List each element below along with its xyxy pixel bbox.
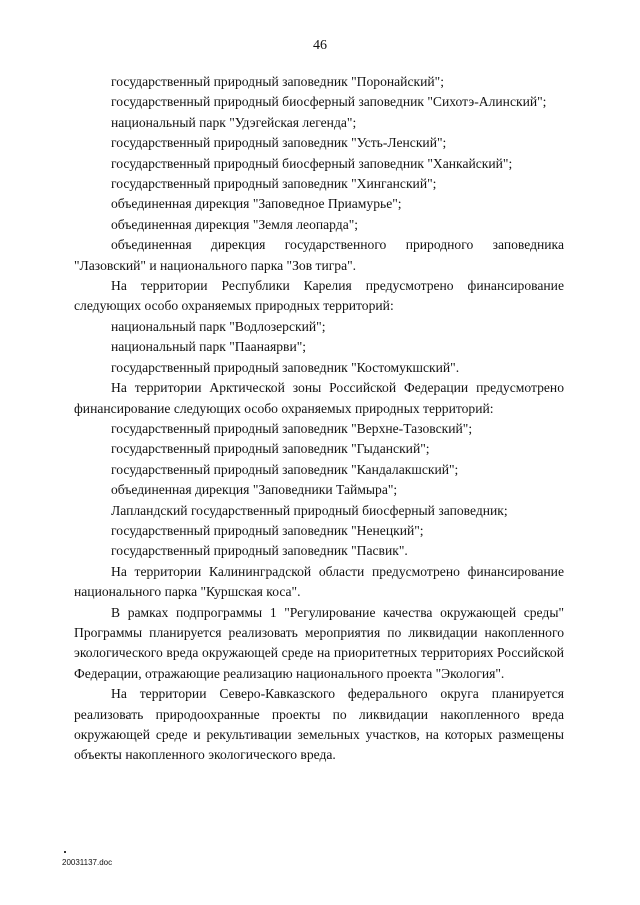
list-item: государственный природный заповедник "Костомукшский". (111, 359, 460, 375)
list-item: объединенная дирекция "Земля леопарда"; (111, 216, 359, 232)
list-item: государственный природный заповедник "Хинганский"; (111, 176, 437, 192)
document-body (74, 72, 564, 766)
list-item: государственный природный заповедник "Усть-Ленский"; (111, 135, 447, 151)
list-item: государственный природный заповедник "Кандалакшский"; (111, 461, 459, 477)
list-item: государственный природный заповедник "Ненецкий"; (111, 522, 424, 538)
list-item: объединенная дирекция государственного природного заповедника "Лазовский" и национального парка "Зов тигра". (74, 237, 564, 273)
list-item: национальный парк "Водлозерский"; (111, 318, 326, 334)
paragraph: На территории Республики Карелия предусмотрено финансирование следующих особо охраняемых природных территорий: (74, 278, 564, 314)
scan-mark (64, 851, 66, 853)
paragraph: В рамках подпрограммы 1 "Регулирование качества окружающей среды" Программы планируется реализовать мероприятия по ликвидации накопленного экологического вреда окружающей среде на приоритетных территориях Российской Федерации, отражающие реализацию национального проекта "Экология". (74, 604, 564, 681)
file-name: 20031137.doc (62, 858, 113, 867)
paragraph: На территории Арктической зоны Российской Федерации предусмотрено финансирование следующих особо охраняемых природных территорий: (74, 380, 564, 416)
list-item: объединенная дирекция "Заповедники Таймыра"; (111, 482, 398, 498)
list-item: государственный природный заповедник "Верхне-Тазовский"; (111, 420, 473, 436)
list-item: государственный природный биосферный заповедник "Ханкайский"; (111, 155, 513, 171)
list-item: государственный природный биосферный заповедник "Сихотэ-Алинский"; (111, 94, 547, 110)
list-item: государственный природный заповедник "Пасвик". (111, 543, 408, 559)
paragraph: На территории Северо-Кавказского федерального округа планируется реализовать природоохранные проекты по ликвидации накопленного вреда окружающей среде и рекультивации земельных участков, на которых размещены объекты накопленного экологического вреда. (74, 686, 564, 763)
list-item: объединенная дирекция "Заповедное Приамурье"; (111, 196, 402, 212)
list-item: государственный природный заповедник "Гыданский"; (111, 441, 430, 457)
list-item: государственный природный заповедник "Поронайский"; (111, 74, 444, 89)
paragraph: На территории Калининградской области предусмотрено финансирование национального парка "Куршская коса". (74, 563, 564, 600)
list-item: национальный парк "Удэгейская легенда"; (111, 114, 357, 130)
list-item: национальный парк "Паанаярви"; (111, 339, 307, 355)
list-item: Лапландский государственный природный биосферный заповедник; (111, 502, 508, 518)
page-number: 46 (313, 38, 327, 53)
